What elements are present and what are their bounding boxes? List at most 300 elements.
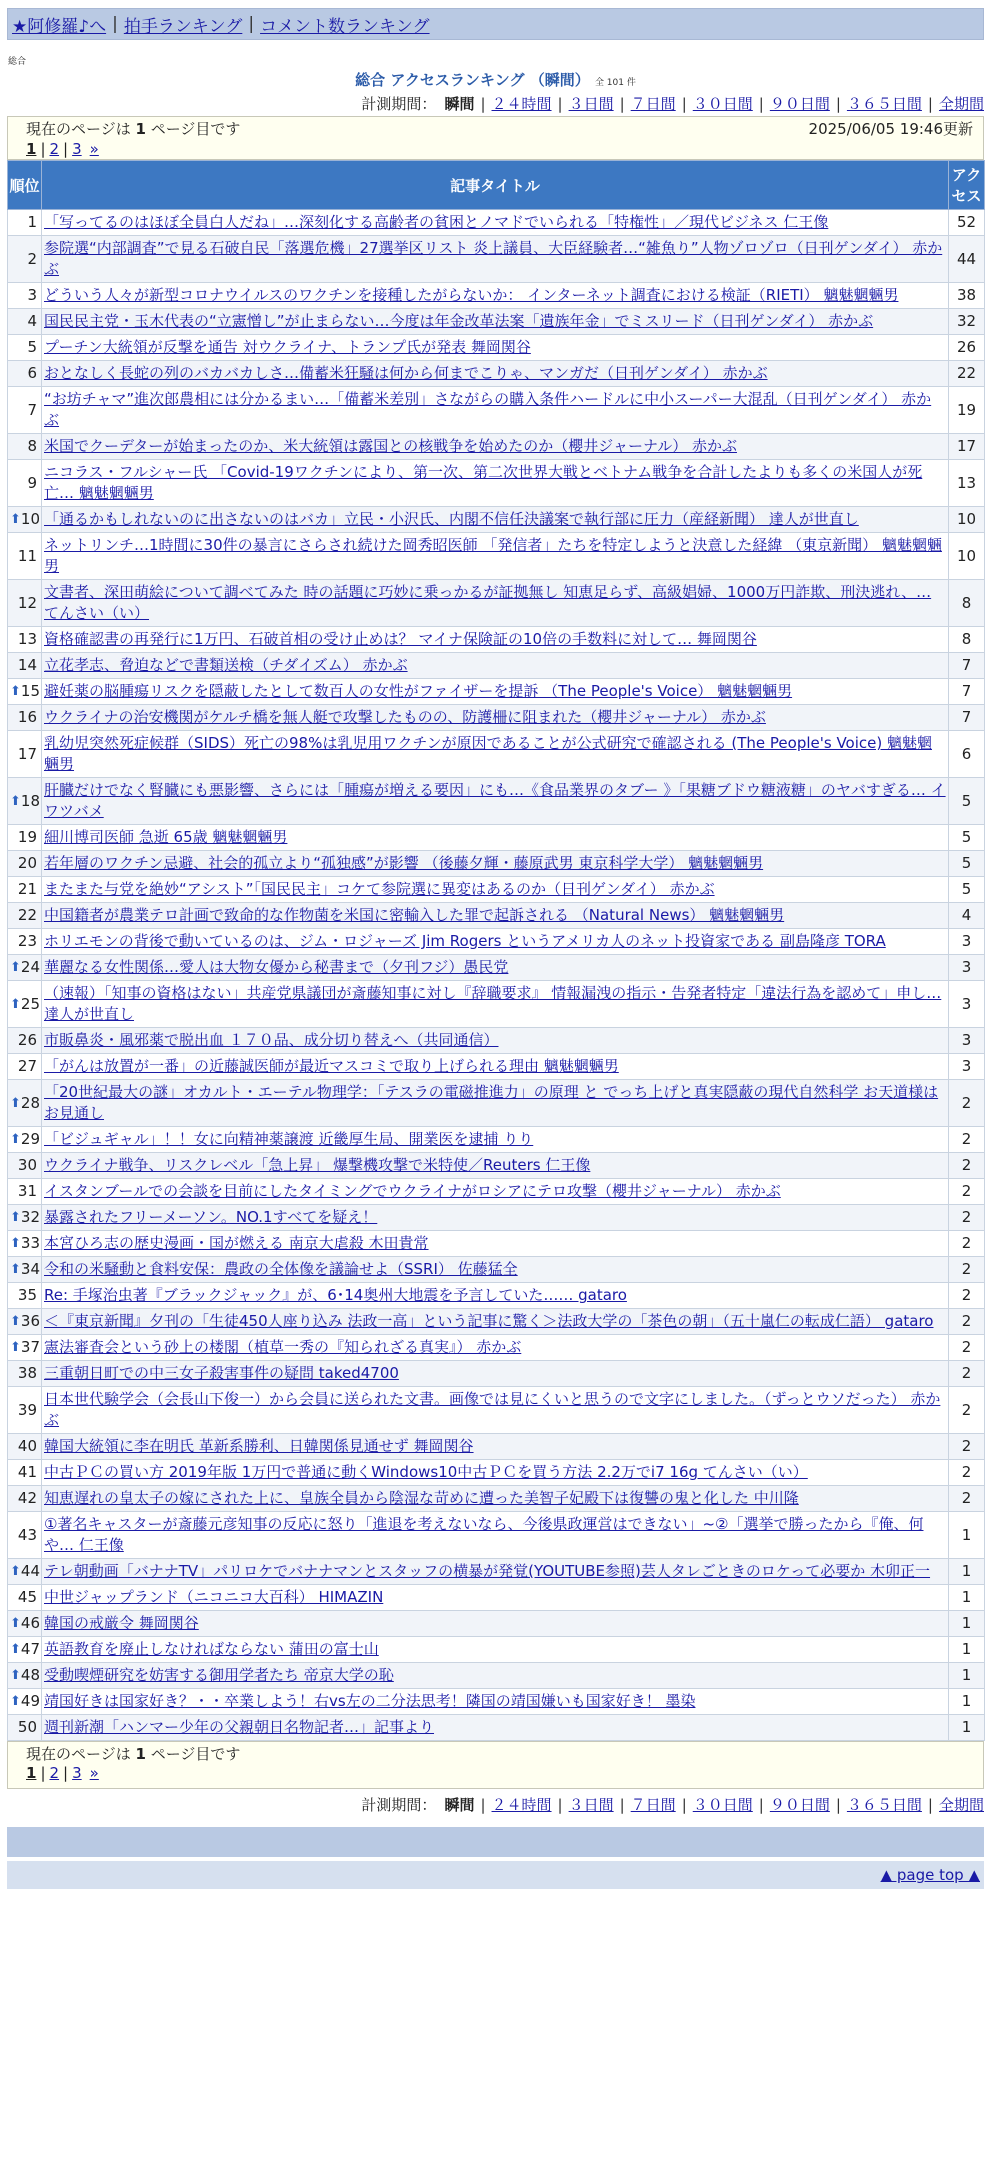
pager-page-link[interactable]: 3: [72, 140, 82, 158]
rank-number: 2: [27, 249, 37, 268]
article-title-link[interactable]: 知恵遅れの皇太子の嫁にされた上に、皇族全員から陰湿な苛めに遭った美智子妃殿下は復讐の鬼と化した 中川隆: [44, 1489, 799, 1507]
table-row: [8, 1127, 985, 1153]
title-cell: [42, 929, 949, 955]
article-title-link[interactable]: ウクライナ戦争、リスクレベル「急上昇」 爆撃機攻撃で米特使／Reuters 仁王像: [44, 1156, 591, 1174]
access-count: 2: [949, 1257, 985, 1283]
title-cell: [42, 1127, 949, 1153]
title-cell: [42, 705, 949, 731]
rank-up-arrow-icon: ⬆: [10, 1616, 21, 1631]
title-cell: [42, 825, 949, 851]
rank-cell: [8, 1611, 42, 1637]
table-row: [8, 533, 985, 580]
article-title-link[interactable]: テレ朝動画「バナナTV」パリロケでバナナマンとスタッフの横暴が発覚(YOUTUBE参照)芸人タレごときのロケって必要か 木卯正一: [44, 1562, 931, 1580]
article-title-link[interactable]: 受動喫煙研究を妨害する御用学者たち 帝京大学の恥: [44, 1666, 394, 1684]
table-row: [8, 309, 985, 335]
access-count: 5: [949, 877, 985, 903]
article-title-link[interactable]: 市販鼻炎・風邪薬で脱出血 １７０品、成分切り替えへ（共同通信）: [44, 1031, 499, 1049]
pager-separator: |: [63, 1764, 69, 1782]
table-row: [8, 1283, 985, 1309]
table-row: [8, 1611, 985, 1637]
rank-cell: [8, 533, 42, 580]
title-cell: [42, 1283, 949, 1309]
period-link[interactable]: ３６５日間: [846, 95, 922, 113]
pager-separator: |: [63, 140, 69, 158]
rank-number: 5: [27, 338, 37, 356]
title-cell: [42, 1080, 949, 1127]
article-title-link[interactable]: ニコラス・フルシャー氏 「Covid-19ワクチンにより、第一次、第二次世界大戦とベトナム戦争を合計したよりも多くの米国人が死亡… 魑魅魍魎男: [44, 463, 923, 502]
article-title-link[interactable]: 日本世代験学会（会長山下俊一）から会員に送られた文書。画像では見にくいと思うので文字にしました。（ずっとウソだった） 赤かぶ: [44, 1390, 941, 1429]
access-count: 4: [949, 903, 985, 929]
rank-cell: [8, 679, 42, 705]
table-row: [8, 679, 985, 705]
table-row: [8, 1387, 985, 1434]
pager-page-link[interactable]: 3: [72, 1764, 82, 1782]
title-cell: [42, 1689, 949, 1715]
access-count: 2: [949, 1283, 985, 1309]
article-title-link[interactable]: （速報）「知事の資格はない」共産党県議団が斎藤知事に対し『辞職要求』 情報漏洩の指示・告発者特定「違法行為を認めて」申し… 達人が世直し: [44, 984, 942, 1023]
article-title-link[interactable]: 本宮ひろ志の歴史漫画・国が燃える 南京大虐殺 木田貴常: [44, 1234, 429, 1252]
rank-number: 24: [20, 958, 40, 976]
table-row: [8, 1715, 985, 1741]
title-cell: [42, 580, 949, 627]
rank-number: 3: [27, 286, 37, 304]
table-row: [8, 1028, 985, 1054]
title-cell: [42, 1611, 949, 1637]
article-title-link[interactable]: 「ビジュギャル」！！女に向精神薬譲渡 近畿厚生局、開業医を逮捕 りり: [44, 1130, 534, 1148]
period-link[interactable]: ９０日間: [769, 1796, 830, 1814]
footer-bar: [7, 1827, 984, 1857]
rank-number: 46: [20, 1614, 40, 1632]
article-title-link[interactable]: 韓国の戒厳令 舞岡関谷: [44, 1614, 199, 1632]
rank-number: 23: [17, 932, 37, 950]
table-row: [8, 1486, 985, 1512]
article-title-link[interactable]: ①著名キャスターが斎藤元彦知事の反応に怒り「進退を考えないなら、今後県政運営はできない」~②「選挙で勝ったから『俺、何や… 仁王像: [44, 1515, 924, 1554]
pager-separator: |: [40, 140, 46, 158]
rank-cell: [8, 1460, 42, 1486]
period-separator: |: [835, 95, 841, 113]
rank-number: 20: [17, 854, 37, 872]
rank-number: 8: [27, 437, 37, 455]
rank-cell: [8, 653, 42, 679]
rank-cell: [8, 851, 42, 877]
table-row: [8, 1637, 985, 1663]
period-label: 計測期間：: [361, 1796, 437, 1814]
rank-number: 1: [27, 213, 37, 231]
rank-cell: [8, 1257, 42, 1283]
period-separator: |: [927, 95, 933, 113]
table-row: [8, 283, 985, 309]
access-count: 32: [949, 309, 985, 335]
rank-number: 12: [17, 593, 37, 612]
access-count: 17: [949, 434, 985, 460]
article-title-link[interactable]: 米国でクーデターが始まったのか、米大統領は露国との核戦争を始めたのか（櫻井ジャーナル） 赤かぶ: [44, 437, 737, 455]
table-row: [8, 580, 985, 627]
access-count: 2: [949, 1179, 985, 1205]
table-row: [8, 507, 985, 533]
article-title-link[interactable]: プーチン大統領が反撃を通告 対ウクライナ、トランプ氏が発表 舞岡関谷: [44, 338, 531, 356]
access-count: 3: [949, 1054, 985, 1080]
rank-cell: [8, 1028, 42, 1054]
page-info-box: [7, 116, 984, 160]
rank-up-arrow-icon: ⬆: [10, 1262, 21, 1277]
title-cell: [42, 434, 949, 460]
rank-up-arrow-icon: ⬆: [10, 996, 21, 1012]
access-count: 1: [949, 1585, 985, 1611]
table-row: [8, 627, 985, 653]
article-title-link[interactable]: 細川博司医師 急逝 65歳 魑魅魍魎男: [44, 828, 288, 846]
title-cell: [42, 679, 949, 705]
rank-up-arrow-icon: ⬆: [10, 1236, 21, 1251]
category-tag: 総合: [8, 57, 27, 67]
title-cell: [42, 1335, 949, 1361]
rank-cell: [8, 1715, 42, 1741]
access-count: 1: [949, 1689, 985, 1715]
table-row: [8, 1663, 985, 1689]
title-cell: [42, 1486, 949, 1512]
period-link[interactable]: ２４時間: [491, 1796, 552, 1814]
table-row: [8, 335, 985, 361]
column-header-access: アクセス: [949, 161, 985, 210]
title-cell: [42, 1205, 949, 1231]
article-title-link[interactable]: ネットリンチ…1時間に30件の暴言にさらされ続けた岡秀昭医師 「発信者」たちを特定しようと決意した経緯 （東京新聞） 魑魅魍魎男: [44, 536, 942, 575]
access-count: 2: [949, 1309, 985, 1335]
title-cell: [42, 1434, 949, 1460]
access-count: 1: [949, 1637, 985, 1663]
access-count: 2: [949, 1486, 985, 1512]
access-count: 7: [949, 679, 985, 705]
title-cell: [42, 1460, 949, 1486]
table-row: [8, 434, 985, 460]
rank-number: 22: [17, 906, 37, 924]
article-title-link[interactable]: イスタンブールでの会談を目前にしたタイミングでウクライナがロシアにテロ攻撃（櫻井ジャーナル） 赤かぶ: [44, 1182, 781, 1200]
title-cell: [42, 335, 949, 361]
article-title-link[interactable]: “お坊チャマ”進次郎農相には分かるまい…「備蓄米差別」さながらの購入条件ハードルに中小スーパー大混乱（日刊ゲンダイ） 赤かぶ: [44, 390, 932, 429]
article-title-link[interactable]: 若年層のワクチン忌避、社会的孤立より“孤独感”が影響 （後藤夕輝・藤原武男 東京科学大学） 魑魅魍魎男: [44, 854, 764, 872]
access-count: 2: [949, 1205, 985, 1231]
rank-cell: [8, 903, 42, 929]
rank-cell: [8, 1585, 42, 1611]
rank-number: 11: [17, 546, 37, 565]
pager-current-page: 1: [26, 1764, 37, 1782]
article-title-link[interactable]: 暴露されたフリーメーソン。NO.1すべてを疑え！: [44, 1208, 378, 1226]
nav-home-link[interactable]: ★阿修羅♪へ: [12, 16, 107, 37]
rank-cell: [8, 1054, 42, 1080]
article-title-link[interactable]: 文書者、深田萌絵について調べてみた 時の話題に巧妙に乗っかるが証拠無し 知恵足らず、高級娼婦、1000万円詐欺、刑決逃れ、… てんさい（い）: [44, 583, 932, 622]
rank-number: 16: [17, 708, 37, 726]
article-title-link[interactable]: 国民民主党・玉木代表の“立憲憎し”が止まらない…今度は年金改革法案「遺族年金」でミスリード（日刊ゲンダイ） 赤かぶ: [44, 312, 874, 330]
access-count: 3: [949, 1028, 985, 1054]
rank-cell: [8, 705, 42, 731]
nav-clap-ranking-link[interactable]: 拍手ランキング: [123, 16, 243, 37]
title-cell: [42, 1637, 949, 1663]
access-count: 19: [949, 387, 985, 434]
access-count: 26: [949, 335, 985, 361]
current-page-text: 現在のページは 1 ページ目です: [26, 120, 241, 138]
rank-number: 10: [20, 510, 40, 528]
pager-next-link[interactable]: »: [89, 140, 99, 158]
period-separator: |: [557, 1796, 563, 1814]
rank-cell: [8, 1689, 42, 1715]
table-row: [8, 929, 985, 955]
ranking-table: [7, 160, 985, 1741]
rank-number: 48: [20, 1666, 40, 1684]
rank-cell: [8, 1153, 42, 1179]
rank-cell: [8, 580, 42, 627]
rank-up-arrow-icon: ⬆: [10, 1095, 21, 1111]
table-row: [8, 1361, 985, 1387]
title-cell: [42, 1715, 949, 1741]
period-link[interactable]: ３６５日間: [846, 1796, 922, 1814]
rank-number: 30: [17, 1156, 37, 1174]
table-row: [8, 1205, 985, 1231]
period-link[interactable]: ３０日間: [692, 95, 753, 113]
rank-up-arrow-icon: ⬆: [10, 1314, 21, 1329]
table-row: [8, 778, 985, 825]
access-count: 3: [949, 981, 985, 1028]
rank-up-arrow-icon: ⬆: [10, 1210, 21, 1225]
article-title-link[interactable]: 令和の米騒動と食料安保：農政の全体像を議論せよ（SSRI） 佐藤猛全: [44, 1260, 518, 1278]
article-title-link[interactable]: 「通るかもしれないのに出さないのはバカ」立民・小沢氏、内閣不信任決議案で執行部に圧力（産経新聞） 達人が世直し: [44, 510, 859, 528]
period-current: 瞬間: [444, 95, 475, 113]
article-title-link[interactable]: 中世ジャップランド（ニコニコ大百科） HIMAZIN: [44, 1588, 384, 1606]
pager-top: [26, 139, 973, 159]
access-count: 1: [949, 1559, 985, 1585]
title-cell: [42, 1585, 949, 1611]
title-cell: [42, 653, 949, 679]
access-count: 10: [949, 507, 985, 533]
title-cell: [42, 533, 949, 580]
rank-cell: [8, 825, 42, 851]
rank-up-arrow-icon: ⬆: [10, 1340, 21, 1355]
article-title-link[interactable]: 避妊薬の脳腫瘍リスクを隠蔽したとして数百人の女性がファイザーを提訴 （The People's Voice） 魑魅魍魎男: [44, 682, 793, 700]
total-count: 全 101 件: [594, 78, 636, 88]
page-top-row: [7, 1861, 984, 1889]
access-count: 1: [949, 1715, 985, 1741]
rank-number: 40: [17, 1437, 37, 1455]
title-cell: [42, 361, 949, 387]
access-count: 22: [949, 361, 985, 387]
article-title-link[interactable]: 立花孝志、脅迫などで書類送検（チダイズム） 赤かぶ: [44, 656, 408, 674]
period-separator: |: [835, 1796, 841, 1814]
rank-cell: [8, 387, 42, 434]
rank-cell: [8, 236, 42, 283]
period-link[interactable]: ３日間: [568, 95, 614, 113]
article-title-link[interactable]: またまた与党を絶妙“アシスト”「国民民主」コケて参院選に異変はあるのか（日刊ゲンダイ） 赤かぶ: [44, 880, 715, 898]
rank-number: 38: [17, 1364, 37, 1382]
period-link[interactable]: ７日間: [630, 1796, 676, 1814]
period-link[interactable]: ９０日間: [769, 95, 830, 113]
table-row: [8, 387, 985, 434]
table-row: [8, 1335, 985, 1361]
article-title-link[interactable]: ホリエモンの背後で動いているのは、ジム・ロジャーズ Jim Rogers というアメリカ人のネット投資家である 副島隆彦 TORA: [44, 932, 886, 950]
rank-number: 4: [27, 312, 37, 330]
rank-number: 7: [27, 400, 37, 419]
access-count: 44: [949, 236, 985, 283]
table-row: [8, 653, 985, 679]
rank-number: 15: [20, 682, 40, 700]
table-row: [8, 981, 985, 1028]
article-title-link[interactable]: 週刊新潮「ハンマー少年の父親朝日名物記者…」記事より: [44, 1718, 435, 1736]
table-row: [8, 1054, 985, 1080]
rank-cell: [8, 335, 42, 361]
rank-cell: [8, 210, 42, 236]
period-separator: |: [557, 95, 563, 113]
article-title-link[interactable]: ウクライナの治安機関がケルチ橋を無人艇で攻撃したものの、防護柵に阻まれた（櫻井ジャーナル） 赤かぶ: [44, 708, 766, 726]
period-separator: |: [681, 95, 687, 113]
rank-up-arrow-icon: ⬆: [10, 1694, 21, 1709]
rank-number: 13: [17, 630, 37, 648]
pager-next-link[interactable]: »: [89, 1764, 99, 1782]
period-separator: |: [619, 1796, 625, 1814]
article-title-link[interactable]: 「20世紀最大の謎」オカルト・エーテル物理学：「テスラの電磁推進力」の原理 と でっち上げと真実隠蔽の現代自然科学 お天道様はお見通し: [44, 1083, 939, 1122]
access-count: 3: [949, 929, 985, 955]
period-link[interactable]: ３日間: [568, 1796, 614, 1814]
article-title-link[interactable]: どういう人々が新型コロナウイルスのワクチンを接種したがらないか： インターネット調査における検証（RIETI） 魑魅魍魎男: [44, 286, 899, 304]
nav-separator: |: [112, 14, 118, 34]
article-title-link[interactable]: 韓国大統領に李在明氏 革新系勝利、日韓関係見通せず 舞岡関谷: [44, 1437, 474, 1455]
article-title-link[interactable]: 「がんは放置が一番」の近藤誠医師が最近マスコミで取り上げられる理由 魑魅魍魎男: [44, 1057, 619, 1075]
pager-current-page: 1: [26, 140, 37, 158]
access-count: 10: [949, 533, 985, 580]
pager-page-link[interactable]: 2: [49, 140, 60, 158]
title-cell: [42, 460, 949, 507]
table-row: [8, 1080, 985, 1127]
article-title-link[interactable]: おとなしく長蛇の列のバカバカしさ…備蓄米狂騒は何から何までこりゃ、マンガだ（日刊ゲンダイ） 赤かぶ: [44, 364, 768, 382]
article-title-link[interactable]: Re: 手塚治虫著『ブラックジャック』が、6･14奥州大地震を予言していた…… gataro: [44, 1286, 627, 1304]
rank-number: 27: [17, 1057, 37, 1075]
rank-cell: [8, 955, 42, 981]
rank-cell: [8, 434, 42, 460]
article-title-link[interactable]: 憲法審査会という砂上の楼閣（植草一秀の『知られざる真実』） 赤かぶ: [44, 1338, 522, 1356]
rank-up-arrow-icon: ⬆: [10, 1668, 21, 1683]
period-separator: |: [480, 1796, 486, 1814]
title-cell: [42, 1512, 949, 1559]
rank-up-arrow-icon: ⬆: [10, 512, 21, 527]
rank-cell: [8, 1335, 42, 1361]
title-cell: [42, 309, 949, 335]
rank-cell: [8, 460, 42, 507]
rank-number: 18: [20, 791, 40, 810]
rank-number: 35: [17, 1286, 37, 1304]
rank-cell: [8, 1309, 42, 1335]
rank-number: 26: [17, 1031, 37, 1049]
access-count: 2: [949, 1434, 985, 1460]
title-cell: [42, 1028, 949, 1054]
period-link[interactable]: ７日間: [630, 95, 676, 113]
table-row: [8, 1257, 985, 1283]
table-row: [8, 1559, 985, 1585]
title-cell: [42, 1231, 949, 1257]
table-row: [8, 1153, 985, 1179]
title-cell: [42, 778, 949, 825]
article-title-link[interactable]: 「写ってるのはほぼ全員白人だね」…深刻化する高齢者の貧困とノマドでいられる「特権性」／現代ビジネス 仁王像: [44, 213, 829, 231]
rank-up-arrow-icon: ⬆: [10, 793, 21, 809]
title-cell: [42, 851, 949, 877]
article-title-link[interactable]: 英語教育を廃止しなければならない 蒲田の富士山: [44, 1640, 379, 1658]
nav-comment-ranking-link[interactable]: コメント数ランキング: [260, 16, 430, 37]
rank-number: 45: [17, 1588, 37, 1606]
period-link[interactable]: ２４時間: [491, 95, 552, 113]
access-count: 5: [949, 851, 985, 877]
rank-number: 37: [20, 1338, 40, 1356]
access-count: 8: [949, 580, 985, 627]
rank-up-arrow-icon: ⬆: [10, 1642, 21, 1657]
table-row: [8, 825, 985, 851]
article-title-link[interactable]: 華麗なる女性関係…愛人は大物女優から秘書まで（夕刊フジ）愚民党: [44, 958, 509, 976]
rank-number: 42: [17, 1489, 37, 1507]
access-count: 2: [949, 1335, 985, 1361]
access-count: 2: [949, 1153, 985, 1179]
article-title-link[interactable]: 靖国好きは国家好き？・・卒業しよう！右vs左の二分法思考！隣国の靖国嫌いも国家好き！ 墨染: [44, 1692, 696, 1710]
rank-up-arrow-icon: ⬆: [10, 1564, 21, 1579]
updated-timestamp: 2025/06/05 19:46更新: [808, 120, 973, 138]
table-row: [8, 705, 985, 731]
page-title: [7, 68, 984, 92]
table-row: [8, 460, 985, 507]
title-cell: [42, 955, 949, 981]
page-title-text: 総合 アクセスランキング （瞬間）: [355, 71, 590, 89]
page-top-link[interactable]: ▲ page top ▲: [880, 1866, 980, 1884]
period-current: 瞬間: [444, 1796, 475, 1814]
period-link[interactable]: ３０日間: [692, 1796, 753, 1814]
table-row: [8, 1689, 985, 1715]
article-title-link[interactable]: ＜『東京新聞』夕刊の「生徒450人座り込み 法政一高」という記事に驚く＞法政大学の「茶色の朝」（五十嵐仁の転成仁語） gataro: [44, 1312, 934, 1330]
pager-page-link[interactable]: 2: [49, 1764, 60, 1782]
article-title-link[interactable]: 中国籍者が農業テロ計画で致命的な作物菌を米国に密輸入した罪で起訴される （Natural News） 魑魅魍魎男: [44, 906, 785, 924]
rank-number: 36: [20, 1312, 40, 1330]
table-row: [8, 851, 985, 877]
article-title-link[interactable]: 乳幼児突然死症候群（SIDS）死亡の98%は乳児用ワクチンが原因であることが公式研究で確認される (The People's Voice) 魑魅魍魎男: [44, 734, 932, 773]
article-title-link[interactable]: 三重朝日町での中三女子殺害事件の疑問 taked4700: [44, 1364, 399, 1382]
table-row: [8, 731, 985, 778]
rank-number: 39: [17, 1400, 37, 1419]
period-label: 計測期間：: [361, 95, 437, 113]
column-header-rank: 順位: [8, 161, 42, 210]
title-cell: [42, 1663, 949, 1689]
period-selector-bottom: [7, 1793, 984, 1817]
period-link[interactable]: 全期間: [938, 1796, 984, 1814]
rank-cell: [8, 981, 42, 1028]
rank-cell: [8, 627, 42, 653]
article-title-link[interactable]: 資格確認書の再発行に1万円、石破首相の受け止めは？ マイナ保険証の10倍の手数料に対して… 舞岡関谷: [44, 630, 757, 648]
title-cell: [42, 283, 949, 309]
access-count: 1: [949, 1611, 985, 1637]
page-info-box-bottom: [7, 1741, 984, 1789]
rank-number: 34: [20, 1260, 40, 1278]
rank-number: 41: [17, 1463, 37, 1481]
rank-cell: [8, 1361, 42, 1387]
title-cell: [42, 1559, 949, 1585]
rank-cell: [8, 1080, 42, 1127]
title-cell: [42, 877, 949, 903]
period-separator: |: [681, 1796, 687, 1814]
access-count: 38: [949, 283, 985, 309]
period-link[interactable]: 全期間: [938, 95, 984, 113]
rank-cell: [8, 778, 42, 825]
rank-cell: [8, 1637, 42, 1663]
period-separator: |: [619, 95, 625, 113]
table-row: [8, 877, 985, 903]
article-title-link[interactable]: 肝臓だけでなく腎臓にも悪影響、さらには「腫瘍が増える要因」にも…《食品業界のタブー 》「果糖ブドウ糖液糖」のヤバすぎる… イワツバメ: [44, 781, 946, 820]
rank-number: 28: [20, 1093, 40, 1112]
table-row: [8, 1460, 985, 1486]
article-title-link[interactable]: 参院選“内部調査”で見る石破自民「落選危機」27選挙区リスト 炎上議員、大臣経験者…“雑魚り”人物ゾロゾロ（日刊ゲンダイ） 赤かぶ: [44, 239, 943, 278]
title-cell: [42, 387, 949, 434]
period-separator: |: [480, 95, 486, 113]
article-title-link[interactable]: 中古ＰＣの買い方 2019年版 1万円で普通に動くWindows10中古ＰＣを買う方法 2.2万でi7 16g てんさい（い）: [44, 1463, 808, 1481]
access-count: 5: [949, 778, 985, 825]
period-separator: |: [758, 1796, 764, 1814]
